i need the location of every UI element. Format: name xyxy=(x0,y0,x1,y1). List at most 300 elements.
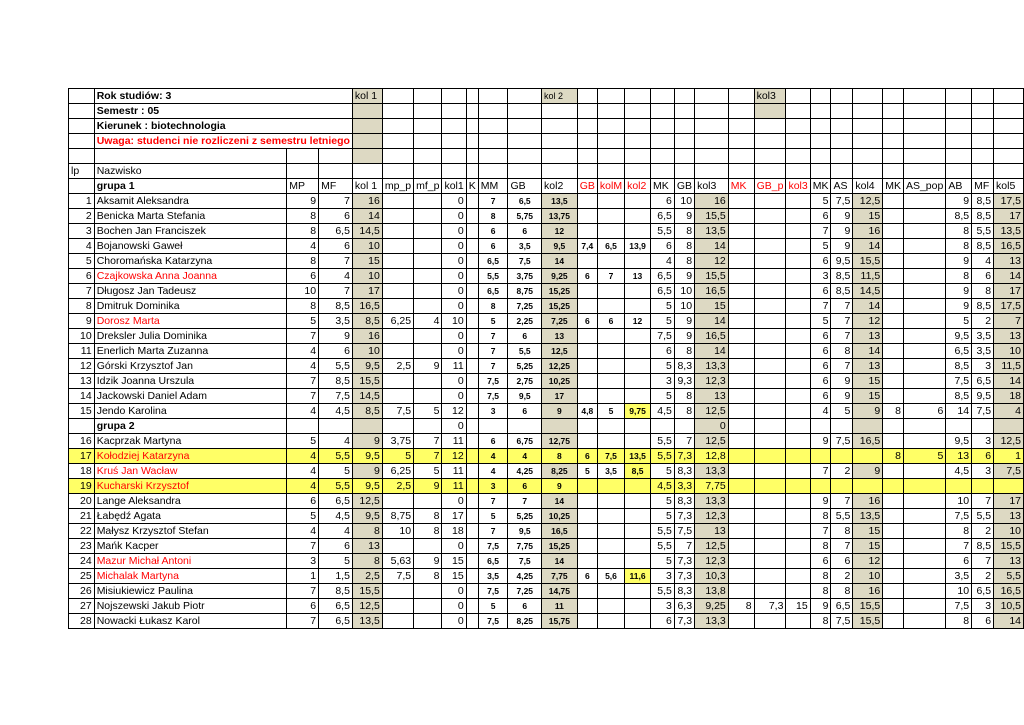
grade-cell[interactable]: 8,5 xyxy=(946,209,972,224)
grade-cell[interactable]: 6 xyxy=(651,239,675,254)
grade-cell[interactable]: 12,5 xyxy=(695,539,729,554)
grade-cell[interactable]: 4 xyxy=(319,269,353,284)
column-header[interactable]: MM xyxy=(478,179,508,194)
grade-cell[interactable]: 13,3 xyxy=(695,494,729,509)
grade-cell[interactable]: 3 xyxy=(972,434,994,449)
grade-cell[interactable]: 12 xyxy=(542,224,578,239)
grade-cell[interactable]: 6 xyxy=(478,239,508,254)
grade-cell[interactable]: 10 xyxy=(674,299,694,314)
grade-cell[interactable]: 6 xyxy=(508,329,542,344)
cell[interactable] xyxy=(577,89,597,104)
grade-cell[interactable]: 7 xyxy=(414,449,442,464)
grade-cell[interactable] xyxy=(577,209,597,224)
grade-cell[interactable] xyxy=(577,614,597,629)
grade-cell[interactable]: 12 xyxy=(695,254,729,269)
grade-cell[interactable]: 5 xyxy=(651,494,675,509)
cell[interactable] xyxy=(946,134,972,149)
grade-cell[interactable] xyxy=(728,194,754,209)
grade-cell[interactable]: 8 xyxy=(478,209,508,224)
grade-cell[interactable]: 3,5 xyxy=(972,344,994,359)
grade-cell[interactable]: 7,5 xyxy=(508,254,542,269)
cell[interactable] xyxy=(728,134,754,149)
grade-cell[interactable] xyxy=(577,494,597,509)
grade-cell[interactable] xyxy=(883,254,904,269)
grade-cell[interactable]: 15 xyxy=(695,299,729,314)
cell[interactable] xyxy=(352,119,382,134)
grade-cell[interactable]: 14 xyxy=(542,254,578,269)
grade-cell[interactable] xyxy=(542,419,578,434)
grade-cell[interactable] xyxy=(786,554,810,569)
grade-cell[interactable]: 3,5 xyxy=(478,569,508,584)
cell[interactable] xyxy=(810,134,831,149)
grade-cell[interactable]: 8,5 xyxy=(972,194,994,209)
grade-cell[interactable] xyxy=(903,239,945,254)
cell[interactable] xyxy=(786,149,810,164)
grade-cell[interactable] xyxy=(597,389,624,404)
cell[interactable] xyxy=(972,149,994,164)
grade-cell[interactable]: 7 xyxy=(414,434,442,449)
grade-cell[interactable] xyxy=(883,269,904,284)
grade-cell[interactable]: 7 xyxy=(319,194,353,209)
grade-cell[interactable] xyxy=(577,479,597,494)
grade-cell[interactable] xyxy=(786,239,810,254)
grade-cell[interactable] xyxy=(728,584,754,599)
grade-cell[interactable] xyxy=(754,224,786,239)
student-name[interactable]: Aksamit Aleksandra xyxy=(94,194,287,209)
grade-cell[interactable]: 5 xyxy=(946,314,972,329)
row-number[interactable]: 28 xyxy=(69,614,95,629)
grade-cell[interactable] xyxy=(754,524,786,539)
grade-cell[interactable]: 9 xyxy=(810,434,831,449)
grade-cell[interactable]: 5,5 xyxy=(651,539,675,554)
grade-cell[interactable]: 4 xyxy=(287,359,319,374)
grade-cell[interactable]: 12,75 xyxy=(542,434,578,449)
grade-cell[interactable] xyxy=(883,464,904,479)
grade-cell[interactable]: 7,5 xyxy=(478,539,508,554)
grade-cell[interactable] xyxy=(466,284,478,299)
grade-cell[interactable]: 8,5 xyxy=(831,284,853,299)
grade-cell[interactable]: 12,5 xyxy=(352,494,382,509)
cell[interactable] xyxy=(414,89,442,104)
grade-cell[interactable]: 6 xyxy=(478,224,508,239)
grade-cell[interactable]: 3 xyxy=(972,464,994,479)
grade-cell[interactable]: 8 xyxy=(287,254,319,269)
grade-cell[interactable]: 2,75 xyxy=(508,374,542,389)
student-name[interactable]: Bojanowski Gaweł xyxy=(94,239,287,254)
grade-cell[interactable] xyxy=(466,494,478,509)
grade-cell[interactable]: 11 xyxy=(442,434,466,449)
grade-cell[interactable]: 6 xyxy=(508,599,542,614)
cell[interactable] xyxy=(810,89,831,104)
grade-cell[interactable]: 11,5 xyxy=(853,269,883,284)
cell[interactable] xyxy=(754,164,786,179)
grade-cell[interactable]: 17 xyxy=(994,284,1024,299)
grade-cell[interactable]: 13 xyxy=(542,329,578,344)
grade-cell[interactable]: 8 xyxy=(972,284,994,299)
cell[interactable] xyxy=(597,104,624,119)
grade-cell[interactable] xyxy=(903,209,945,224)
grade-cell[interactable]: 15,5 xyxy=(853,254,883,269)
kol2-tag[interactable]: kol 2 xyxy=(542,89,578,104)
cell[interactable] xyxy=(972,104,994,119)
row-number[interactable]: 1 xyxy=(69,194,95,209)
grade-cell[interactable] xyxy=(786,464,810,479)
grade-cell[interactable]: 10 xyxy=(382,524,413,539)
grade-cell[interactable]: 7,5 xyxy=(319,389,353,404)
grade-cell[interactable]: 7 xyxy=(508,494,542,509)
header-uwaga[interactable]: Uwaga: studenci nie rozliczeni z semestru letniego xyxy=(94,134,352,149)
cell[interactable] xyxy=(831,89,853,104)
grade-cell[interactable]: 4 xyxy=(287,464,319,479)
grade-cell[interactable] xyxy=(946,419,972,434)
grade-cell[interactable] xyxy=(728,569,754,584)
grade-cell[interactable] xyxy=(382,269,413,284)
student-name[interactable]: Kucharski Krzysztof xyxy=(94,479,287,494)
grade-cell[interactable]: 9,5 xyxy=(508,524,542,539)
cell[interactable] xyxy=(754,134,786,149)
lp-header[interactable]: lp xyxy=(69,164,95,179)
grade-cell[interactable]: 6 xyxy=(319,209,353,224)
grade-cell[interactable] xyxy=(728,404,754,419)
grade-cell[interactable]: 5,5 xyxy=(994,569,1024,584)
grade-cell[interactable]: 9,5 xyxy=(946,329,972,344)
cell[interactable] xyxy=(853,89,883,104)
grade-cell[interactable] xyxy=(625,419,651,434)
grade-cell[interactable] xyxy=(466,539,478,554)
cell[interactable] xyxy=(577,134,597,149)
grade-cell[interactable]: 7 xyxy=(674,539,694,554)
column-header[interactable]: mp_p xyxy=(382,179,413,194)
grade-cell[interactable]: 11 xyxy=(542,599,578,614)
grade-cell[interactable] xyxy=(466,464,478,479)
grade-cell[interactable]: 6 xyxy=(577,569,597,584)
grade-cell[interactable]: 16 xyxy=(352,194,382,209)
grade-cell[interactable] xyxy=(883,299,904,314)
column-header[interactable]: GB xyxy=(508,179,542,194)
cell[interactable] xyxy=(972,134,994,149)
grade-cell[interactable] xyxy=(382,329,413,344)
grade-cell[interactable]: 6 xyxy=(810,389,831,404)
cell[interactable] xyxy=(69,119,95,134)
grade-cell[interactable] xyxy=(625,554,651,569)
grade-cell[interactable] xyxy=(786,569,810,584)
grade-cell[interactable]: 7,25 xyxy=(508,299,542,314)
grade-cell[interactable] xyxy=(466,344,478,359)
cell[interactable] xyxy=(903,149,945,164)
grade-cell[interactable]: 6 xyxy=(810,344,831,359)
row-number[interactable]: 6 xyxy=(69,269,95,284)
grade-cell[interactable]: 7 xyxy=(287,584,319,599)
grade-cell[interactable]: 6,5 xyxy=(972,374,994,389)
cell[interactable] xyxy=(319,164,353,179)
grade-cell[interactable]: 4 xyxy=(319,524,353,539)
grade-cell[interactable] xyxy=(728,224,754,239)
grade-cell[interactable] xyxy=(883,554,904,569)
cell[interactable] xyxy=(831,134,853,149)
row-number[interactable]: 3 xyxy=(69,224,95,239)
grade-cell[interactable] xyxy=(883,374,904,389)
grade-cell[interactable] xyxy=(903,479,945,494)
grade-cell[interactable]: 10 xyxy=(994,524,1024,539)
cell[interactable] xyxy=(972,89,994,104)
grade-cell[interactable] xyxy=(625,284,651,299)
grade-cell[interactable]: 8,3 xyxy=(674,584,694,599)
grade-cell[interactable] xyxy=(883,314,904,329)
grade-cell[interactable]: 13,5 xyxy=(542,194,578,209)
cell[interactable] xyxy=(382,104,413,119)
grade-cell[interactable]: 9,5 xyxy=(508,389,542,404)
grade-cell[interactable]: 1,5 xyxy=(319,569,353,584)
grade-cell[interactable] xyxy=(597,359,624,374)
grade-cell[interactable] xyxy=(382,209,413,224)
cell[interactable] xyxy=(728,149,754,164)
grade-cell[interactable]: 7 xyxy=(319,284,353,299)
grade-cell[interactable]: 16 xyxy=(695,194,729,209)
grade-cell[interactable] xyxy=(754,614,786,629)
grade-cell[interactable] xyxy=(382,419,413,434)
grade-cell[interactable]: 10,3 xyxy=(695,569,729,584)
grade-cell[interactable] xyxy=(414,329,442,344)
cell[interactable] xyxy=(728,164,754,179)
cell[interactable] xyxy=(466,164,478,179)
grade-cell[interactable]: 7 xyxy=(831,539,853,554)
grade-cell[interactable]: 9,5 xyxy=(352,509,382,524)
grade-cell[interactable]: 16,5 xyxy=(994,239,1024,254)
grade-cell[interactable]: 14,5 xyxy=(352,224,382,239)
cell[interactable] xyxy=(542,164,578,179)
grade-cell[interactable]: 9 xyxy=(810,599,831,614)
grade-cell[interactable] xyxy=(903,389,945,404)
grade-cell[interactable] xyxy=(466,614,478,629)
cell[interactable] xyxy=(69,419,95,434)
grade-cell[interactable]: 7 xyxy=(946,539,972,554)
grade-cell[interactable]: 4,25 xyxy=(508,569,542,584)
grade-cell[interactable]: 3,5 xyxy=(597,464,624,479)
grade-cell[interactable]: 6 xyxy=(597,314,624,329)
grade-cell[interactable] xyxy=(728,464,754,479)
grade-cell[interactable]: 13 xyxy=(994,509,1024,524)
grade-cell[interactable]: 8,5 xyxy=(319,374,353,389)
row-number[interactable]: 13 xyxy=(69,374,95,389)
grade-cell[interactable]: 6 xyxy=(478,434,508,449)
grade-cell[interactable]: 0 xyxy=(442,614,466,629)
grade-cell[interactable]: 9,25 xyxy=(695,599,729,614)
grade-cell[interactable]: 5,5 xyxy=(651,434,675,449)
row-number[interactable]: 7 xyxy=(69,284,95,299)
grade-cell[interactable] xyxy=(883,524,904,539)
grade-cell[interactable]: 15,5 xyxy=(994,539,1024,554)
grade-cell[interactable]: 4 xyxy=(319,434,353,449)
cell[interactable] xyxy=(508,89,542,104)
grade-cell[interactable]: 4 xyxy=(478,449,508,464)
grade-cell[interactable] xyxy=(382,239,413,254)
grade-cell[interactable]: 14 xyxy=(695,344,729,359)
grade-cell[interactable]: 8,5 xyxy=(946,389,972,404)
grade-cell[interactable]: 12,5 xyxy=(695,434,729,449)
column-header[interactable]: MF xyxy=(972,179,994,194)
cell[interactable] xyxy=(69,89,95,104)
grade-cell[interactable] xyxy=(382,284,413,299)
grade-cell[interactable] xyxy=(577,359,597,374)
grade-cell[interactable] xyxy=(754,314,786,329)
grade-cell[interactable]: 10 xyxy=(946,584,972,599)
grade-cell[interactable] xyxy=(883,329,904,344)
grade-cell[interactable]: 0 xyxy=(442,419,466,434)
cell[interactable] xyxy=(508,149,542,164)
grade-cell[interactable] xyxy=(903,434,945,449)
grade-cell[interactable]: 13 xyxy=(994,554,1024,569)
grade-cell[interactable] xyxy=(625,494,651,509)
student-name[interactable]: Dmitruk Dominika xyxy=(94,299,287,314)
grade-cell[interactable]: 16 xyxy=(352,329,382,344)
row-number[interactable]: 8 xyxy=(69,299,95,314)
row-number[interactable]: 15 xyxy=(69,404,95,419)
grade-cell[interactable]: 2,5 xyxy=(382,359,413,374)
grade-cell[interactable]: 7 xyxy=(972,554,994,569)
grade-cell[interactable]: 8 xyxy=(674,404,694,419)
cell[interactable] xyxy=(625,119,651,134)
cell[interactable] xyxy=(382,164,413,179)
grade-cell[interactable] xyxy=(754,344,786,359)
grade-cell[interactable] xyxy=(728,374,754,389)
cell[interactable] xyxy=(853,119,883,134)
grade-cell[interactable]: 12,3 xyxy=(695,554,729,569)
grade-cell[interactable]: 7 xyxy=(287,539,319,554)
grade-cell[interactable]: 6,5 xyxy=(651,209,675,224)
grade-cell[interactable] xyxy=(382,374,413,389)
cell[interactable] xyxy=(69,149,95,164)
cell[interactable] xyxy=(542,119,578,134)
grade-cell[interactable]: 15 xyxy=(442,569,466,584)
row-number[interactable]: 9 xyxy=(69,314,95,329)
grade-cell[interactable]: 7,3 xyxy=(674,554,694,569)
cell[interactable] xyxy=(810,119,831,134)
grade-cell[interactable] xyxy=(853,419,883,434)
grade-cell[interactable]: 15,5 xyxy=(352,584,382,599)
grade-cell[interactable]: 5 xyxy=(414,404,442,419)
cell[interactable] xyxy=(466,134,478,149)
grade-cell[interactable] xyxy=(414,614,442,629)
grade-cell[interactable] xyxy=(754,329,786,344)
row-number[interactable]: 26 xyxy=(69,584,95,599)
grade-cell[interactable]: 0 xyxy=(442,374,466,389)
grade-cell[interactable] xyxy=(466,194,478,209)
row-number[interactable]: 25 xyxy=(69,569,95,584)
grade-cell[interactable]: 0 xyxy=(442,539,466,554)
grade-cell[interactable]: 7,5 xyxy=(382,404,413,419)
grade-cell[interactable] xyxy=(754,284,786,299)
grade-cell[interactable]: 10 xyxy=(994,344,1024,359)
grade-cell[interactable]: 7,25 xyxy=(508,584,542,599)
grade-cell[interactable]: 9 xyxy=(810,494,831,509)
cell[interactable] xyxy=(625,104,651,119)
grade-cell[interactable] xyxy=(903,224,945,239)
cell[interactable] xyxy=(577,119,597,134)
grade-cell[interactable]: 7 xyxy=(287,614,319,629)
grade-cell[interactable]: 11,5 xyxy=(994,359,1024,374)
grade-cell[interactable] xyxy=(728,554,754,569)
grade-cell[interactable] xyxy=(883,434,904,449)
grade-cell[interactable]: 2 xyxy=(831,569,853,584)
grade-cell[interactable] xyxy=(728,389,754,404)
grade-cell[interactable]: 6 xyxy=(810,359,831,374)
grade-cell[interactable] xyxy=(754,569,786,584)
row-number[interactable]: 12 xyxy=(69,359,95,374)
grade-cell[interactable]: 4,5 xyxy=(319,509,353,524)
grade-cell[interactable]: 0 xyxy=(442,269,466,284)
grade-cell[interactable]: 7,3 xyxy=(674,569,694,584)
grade-cell[interactable] xyxy=(597,584,624,599)
grade-cell[interactable]: 6 xyxy=(810,209,831,224)
grade-cell[interactable] xyxy=(903,539,945,554)
grade-cell[interactable] xyxy=(786,254,810,269)
grade-cell[interactable]: 12 xyxy=(853,554,883,569)
cell[interactable] xyxy=(883,104,904,119)
grade-cell[interactable]: 7,5 xyxy=(478,374,508,389)
grade-cell[interactable] xyxy=(903,599,945,614)
grade-cell[interactable]: 7,5 xyxy=(972,404,994,419)
grade-cell[interactable]: 0 xyxy=(442,344,466,359)
grade-cell[interactable] xyxy=(728,359,754,374)
grade-cell[interactable]: 8 xyxy=(810,509,831,524)
grade-cell[interactable]: 7,5 xyxy=(597,449,624,464)
grade-cell[interactable]: 5 xyxy=(319,464,353,479)
grade-cell[interactable]: 9 xyxy=(946,194,972,209)
cell[interactable] xyxy=(466,149,478,164)
grade-cell[interactable]: 16,5 xyxy=(695,284,729,299)
grade-cell[interactable]: 7 xyxy=(319,254,353,269)
grade-cell[interactable] xyxy=(786,509,810,524)
grade-cell[interactable] xyxy=(625,209,651,224)
grade-cell[interactable] xyxy=(728,434,754,449)
grade-cell[interactable]: 17 xyxy=(542,389,578,404)
row-number[interactable]: 10 xyxy=(69,329,95,344)
grade-cell[interactable]: 9 xyxy=(946,284,972,299)
grade-cell[interactable]: 1 xyxy=(287,569,319,584)
grade-cell[interactable] xyxy=(754,584,786,599)
cell[interactable] xyxy=(442,119,466,134)
grade-cell[interactable]: 8 xyxy=(542,449,578,464)
grade-cell[interactable] xyxy=(466,404,478,419)
grade-cell[interactable]: 16 xyxy=(853,494,883,509)
grade-cell[interactable]: 15,5 xyxy=(853,614,883,629)
cell[interactable] xyxy=(695,119,729,134)
grade-cell[interactable] xyxy=(414,599,442,614)
grade-cell[interactable] xyxy=(883,569,904,584)
grade-cell[interactable]: 9,25 xyxy=(542,269,578,284)
grade-cell[interactable] xyxy=(754,509,786,524)
grade-cell[interactable] xyxy=(831,449,853,464)
cell[interactable] xyxy=(382,89,413,104)
grade-cell[interactable]: 4,5 xyxy=(651,404,675,419)
row-number[interactable]: 11 xyxy=(69,344,95,359)
grade-cell[interactable] xyxy=(466,239,478,254)
grade-cell[interactable]: 13,5 xyxy=(352,614,382,629)
grade-cell[interactable] xyxy=(466,254,478,269)
grade-cell[interactable] xyxy=(786,479,810,494)
cell[interactable] xyxy=(994,119,1024,134)
cell[interactable] xyxy=(319,149,353,164)
cell[interactable] xyxy=(853,164,883,179)
cell[interactable] xyxy=(728,104,754,119)
grade-cell[interactable]: 6 xyxy=(577,314,597,329)
column-header[interactable]: GB xyxy=(577,179,597,194)
cell[interactable] xyxy=(382,134,413,149)
grade-cell[interactable] xyxy=(466,359,478,374)
grade-cell[interactable] xyxy=(728,479,754,494)
grade-cell[interactable]: 17 xyxy=(994,494,1024,509)
grade-cell[interactable]: 15,75 xyxy=(542,614,578,629)
